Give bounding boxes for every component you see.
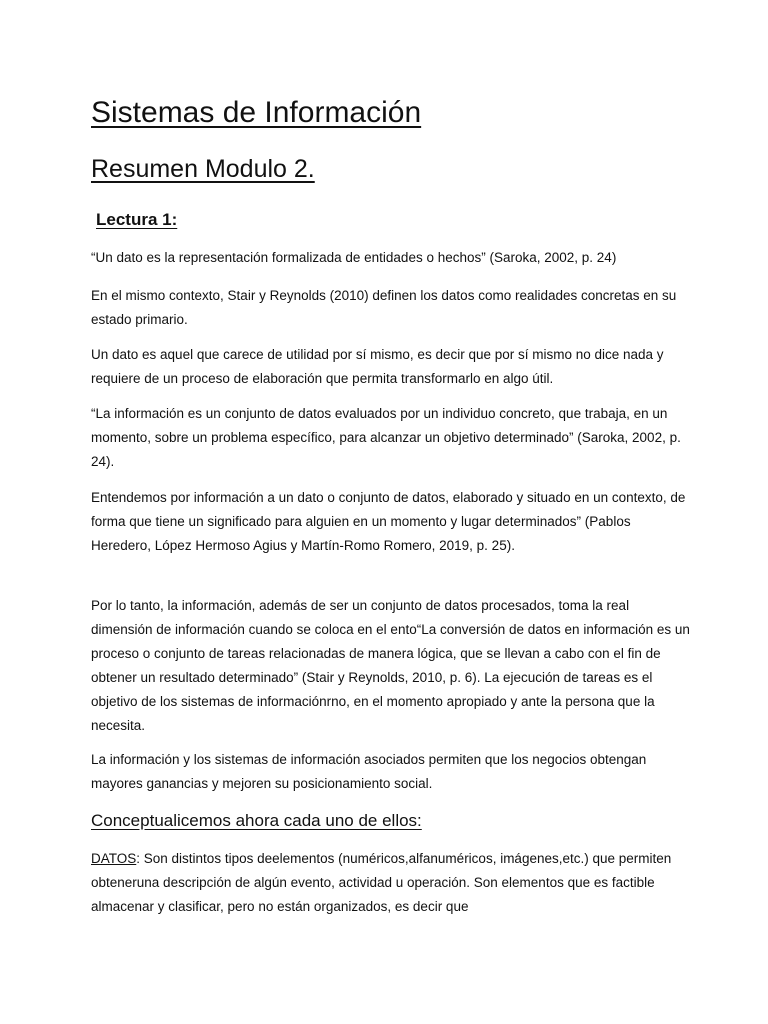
- paragraph-negocios: La información y los sistemas de información asociados permiten que los negocios obtengan mayores ganancias y mejoren su posicionamiento social.: [91, 752, 647, 791]
- document-title: Sistemas de Información: [91, 96, 422, 129]
- paragraph-stair-reynolds: En el mismo contexto, Stair y Reynolds (2010) definen los datos como realidades concretas en su estado primario.: [91, 288, 677, 327]
- datos-term: DATOS: [91, 851, 137, 866]
- paragraph-dato-utilidad: Un dato es aquel que carece de utilidad por sí mismo, es decir que por sí mismo no dice nada y requiere de un proceso de elaboración que permita transformarlo en algo útil.: [91, 347, 664, 386]
- lecture-heading: Lectura 1:: [96, 210, 178, 229]
- paragraph-informacion-definition: “La información es un conjunto de datos evaluados por un individuo concreto, que trabaja, en un momento, sobre un problema específico, para alcanzar un objetivo determinado” (Saroka, 2002, p. 24).: [91, 406, 681, 469]
- paragraph-informacion-contexto: Entendemos por información a un dato o conjunto de datos, elaborado y situado en un contexto, de forma que tiene un significado para alguien en un momento y lugar determinados” (Pablos Heredero, López Hermoso Agius y Martín-Romo Romero, 2019, p. 25).: [91, 490, 686, 553]
- paragraph-conversion-datos: Por lo tanto, la información, además de ser un conjunto de datos procesados, toma la real dimensión de información cuando se coloca en el ento“La conversión de datos en información es un proceso o conjunto de tareas relacionadas de manera lógica, que se llevan a cabo con el fin de obtener un resultado determinado” (Stair y Reynolds, 2010, p. 6). La ejecución de tareas es el objetivo de los sistemas de informaciónrno, en el momento apropiado y ante la persona que la necesita.: [91, 598, 690, 733]
- paragraph-datos: [91, 847, 691, 919]
- section-heading: Conceptualicemos ahora cada uno de ellos:: [91, 811, 422, 830]
- paragraph-dato-definition: “Un dato es la representación formalizada de entidades o hechos” (Saroka, 2002, p. 24): [91, 250, 617, 265]
- datos-definition: : Son distintos tipos deelementos (numéricos,alfanuméricos, imágenes,etc.) que permiten obteneruna descripción de algún evento, actividad u operación. Son elementos que es factible almacenar y clasificar, pero no están organizados, es decir que: [91, 851, 672, 914]
- document-subtitle: Resumen Modulo 2.: [91, 155, 315, 183]
